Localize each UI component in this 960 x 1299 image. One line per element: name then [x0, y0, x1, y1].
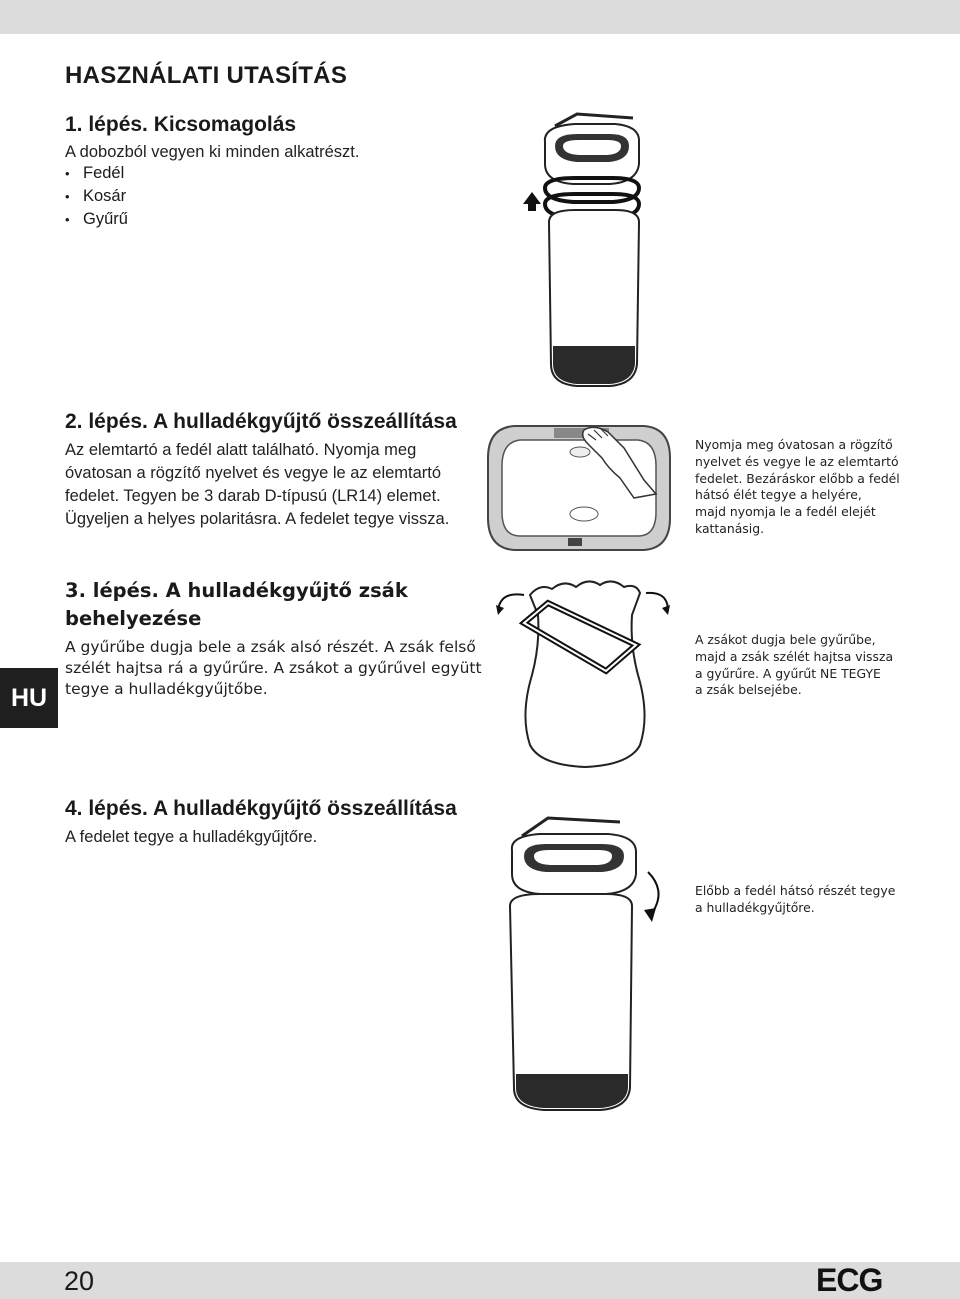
step4-title: 4. lépés. A hulladékgyűjtő összeállítása: [65, 797, 457, 820]
bag-and-ring-illustration: [490, 575, 680, 775]
page-title: HASZNÁLATI UTASÍTÁS: [65, 62, 348, 89]
step3-title-line: 3. lépés. A hulladékgyűjtő zsák: [65, 579, 408, 602]
caption-line: a gyűrűre. A gyűrűt NE TEGYE: [695, 665, 881, 681]
caption-line: majd nyomja le a fedél elejét: [695, 504, 876, 520]
step2-line: Az elemtartó a fedél alatt található. Nyomja meg: [65, 441, 417, 459]
caption-line: A zsákot dugja bele gyűrűbe,: [695, 632, 876, 647]
step2-line: óvatosan a rögzítő nyelvet és vegye le az elemtartó: [65, 464, 442, 482]
caption-line: Előbb a fedél hátsó részét tegye: [695, 883, 896, 898]
caption-line: a zsák belsejébe.: [695, 682, 802, 698]
caption-line: hátsó élét tegye a helyére,: [695, 487, 862, 503]
caption-line: kattanásig.: [695, 520, 765, 536]
list-item: [65, 162, 128, 185]
caption-line: majd a zsák szélét hajtsa vissza: [695, 648, 894, 664]
exploded-bin-illustration: [515, 112, 660, 397]
list-item: [65, 185, 128, 208]
step2-line: fedelet. Tegyen be 3 darab D-típusú (LR14) elemet.: [65, 487, 441, 505]
caption-line: Nyomja meg óvatosan a rögzítő: [695, 437, 893, 452]
list-item-label: Fedél: [83, 164, 125, 182]
caption-line: fedelet. Bezáráskor előbb a fedél: [695, 470, 900, 486]
step2-line: Ügyeljen a helyes polaritásra. A fedelet tegye vissza.: [65, 510, 450, 528]
step3-line: A gyűrűbe dugja bele a zsák alsó részét. A zsák felső: [65, 638, 476, 656]
caption-line: nyelvet és vegye le az elemtartó: [695, 453, 899, 469]
step3-caption: [695, 632, 940, 699]
brand-logo: ECG: [816, 1262, 883, 1298]
step2-title: 2. lépés. A hulladékgyűjtő összeállítása: [65, 410, 457, 433]
step1-text: A dobozból vegyen ki minden alkatrészt.: [65, 143, 360, 161]
step3-title-line: behelyezése: [65, 607, 202, 630]
step3-title: [65, 577, 408, 633]
list-item-label: Kosár: [83, 187, 127, 205]
step1-title: 1. lépés. Kicsomagolás: [65, 113, 297, 136]
caption-line: a hulladékgyűjtőre.: [695, 899, 815, 915]
battery-compartment-illustration: [484, 418, 674, 558]
step2-caption: [695, 437, 940, 538]
step3-line: tegye a hulladékgyűjtőbe.: [65, 680, 268, 698]
step4-caption: [695, 883, 940, 917]
page-number: 20: [64, 1266, 95, 1296]
lid-assembly-illustration: [500, 812, 670, 1112]
list-item: [65, 208, 128, 231]
list-item-label: Gyűrű: [83, 210, 128, 228]
parts-list: [65, 162, 128, 231]
header-band: [0, 0, 960, 34]
language-tab: HU: [0, 668, 58, 728]
step4-text: A fedelet tegye a hulladékgyűjtőre.: [65, 828, 318, 846]
step2-text: [65, 439, 449, 531]
step3-text: [65, 637, 482, 700]
step3-line: szélét hajtsa rá a gyűrűre. A zsákot a gyűrűvel együtt: [65, 659, 482, 677]
